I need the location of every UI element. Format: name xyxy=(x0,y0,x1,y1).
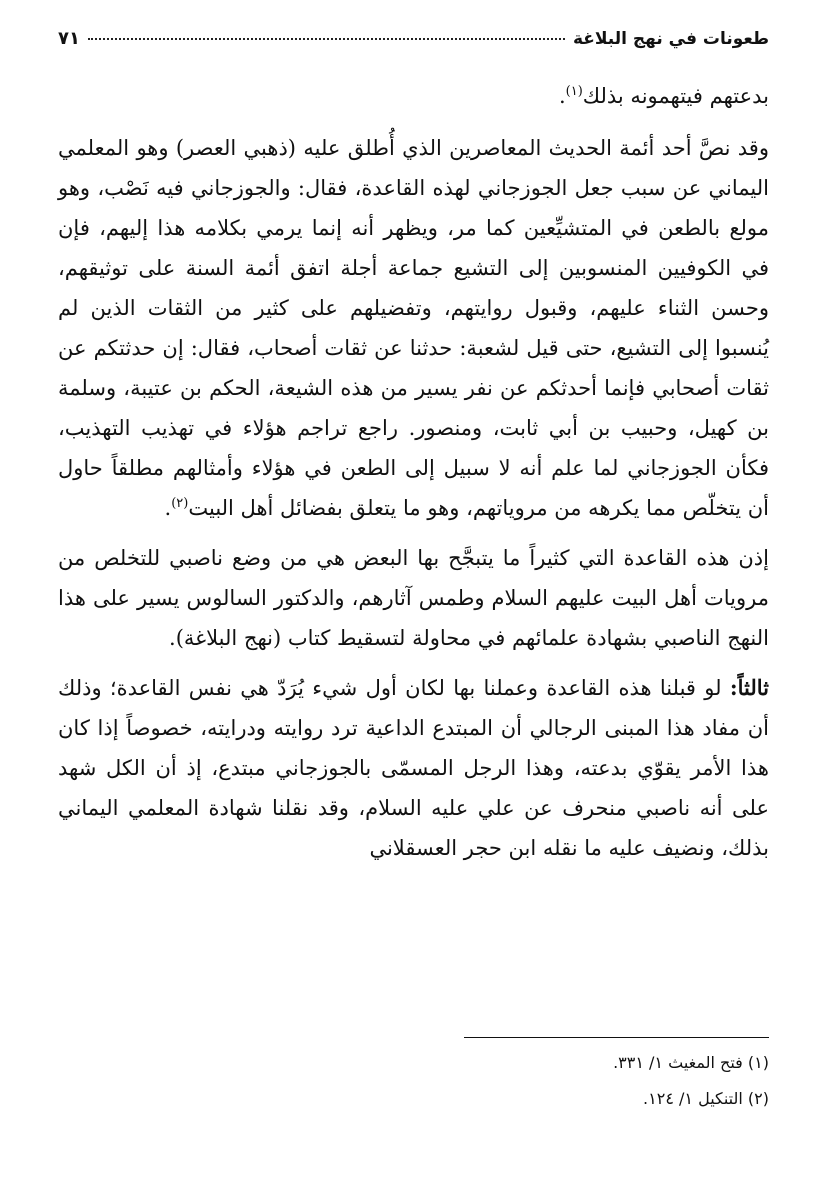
paragraph-text: إذن هذه القاعدة التي كثيراً ما يتبجَّح بها البعض هي من وضع ناصبي للتخلص من مرويات أهل البيت عليهم السلام وطمس آثارهم، والدكتور السالوس يسير على هذا النهج الناصبي بشهادة علمائهم في محاولة لتسقيط كتاب (نهج البلاغة). xyxy=(58,546,769,650)
paragraph-text: وقد نصَّ أحد أئمة الحديث المعاصرين الذي أُطلق عليه (ذهبي العصر) وهو المعلمي اليماني عن سبب جعل الجوزجاني لهذه القاعدة، فقال: والجوزجاني فيه نَصْب، وهو مولع بالطعن في المتشيِّعين كما مر، ويظهر أنه إنما يرمي بكلامه هذا إليهم، فإن في الكوفيين المنسوبين إلى التشيع جماعة أجلة اتفق أئمة السنة على توثيقهم، وحسن الثناء عليهم، وقبول روايتهم، وتفضيلهم على كثير من الثقات الذين لم يُنسبوا إلى التشيع، حتى قيل لشعبة: حدثنا عن ثقات أصحاب، فقال: إن حدثتكم عن ثقات أصحابي فإنما أحدثكم عن نفر يسير من هذه الشيعة، الحكم بن عتيبة، وسلمة بن كهيل، وحبيب بن أبي ثابت، ومنصور. راجع تراجم هؤلاء في تهذيب التهذيب، فكأن الجوزجاني لما علم أنه لا سبيل إلى الطعن في هؤلاء وأمثالهم مطلقاً حاول أن يتخلّص مما يكرهه من مروياتهم، وهو ما يتعلق بفضائل أهل البيت xyxy=(58,136,769,520)
footnote-ref-1: (١) xyxy=(565,84,583,99)
paragraph-text: بدعتهم فيتهمونه بذلك xyxy=(582,84,769,108)
footnote-1: (١) فتح المغيث ١/ ٣٣١. xyxy=(613,1053,769,1072)
footnote-divider xyxy=(464,1037,769,1038)
paragraph-2 xyxy=(58,128,769,528)
footnote-2: (٢) التنكيل ١/ ١٢٤. xyxy=(643,1089,769,1108)
page-number: ٧١ xyxy=(58,28,80,49)
footnotes xyxy=(58,1045,769,1117)
paragraph-lead: ثالثاً: xyxy=(729,675,769,700)
paragraph-text: لو قبلنا هذه القاعدة وعملنا بها لكان أول شيء يُرَدّ هي نفس القاعدة؛ وذلك أن مفاد هذا المبنى الرجالي أن المبتدع الداعية ترد روايته ودرايته، خصوصاً إذا كان هذا الأمر يقوّي بدعته، وهذا الرجل المسمّى بالجوزجاني مبتدع، إذ أن الكل شهد على أنه ناصبي منحرف عن علي عليه السلام، وقد نقلنا شهادة المعلمي اليماني بذلك، ونضيف عليه ما نقله ابن حجر العسقلاني xyxy=(58,676,769,860)
paragraph-tail: . xyxy=(164,496,172,520)
book-title: طعونات في نهج البلاغة xyxy=(572,29,769,49)
running-header xyxy=(58,28,769,62)
paragraph-tail: . xyxy=(558,84,566,108)
paragraph-4 xyxy=(58,668,769,868)
body-text xyxy=(58,76,769,868)
paragraph-1 xyxy=(58,76,769,116)
leader-dots xyxy=(88,38,565,40)
paragraph-3 xyxy=(58,538,769,658)
footnote-ref-2: (٢) xyxy=(171,496,189,511)
